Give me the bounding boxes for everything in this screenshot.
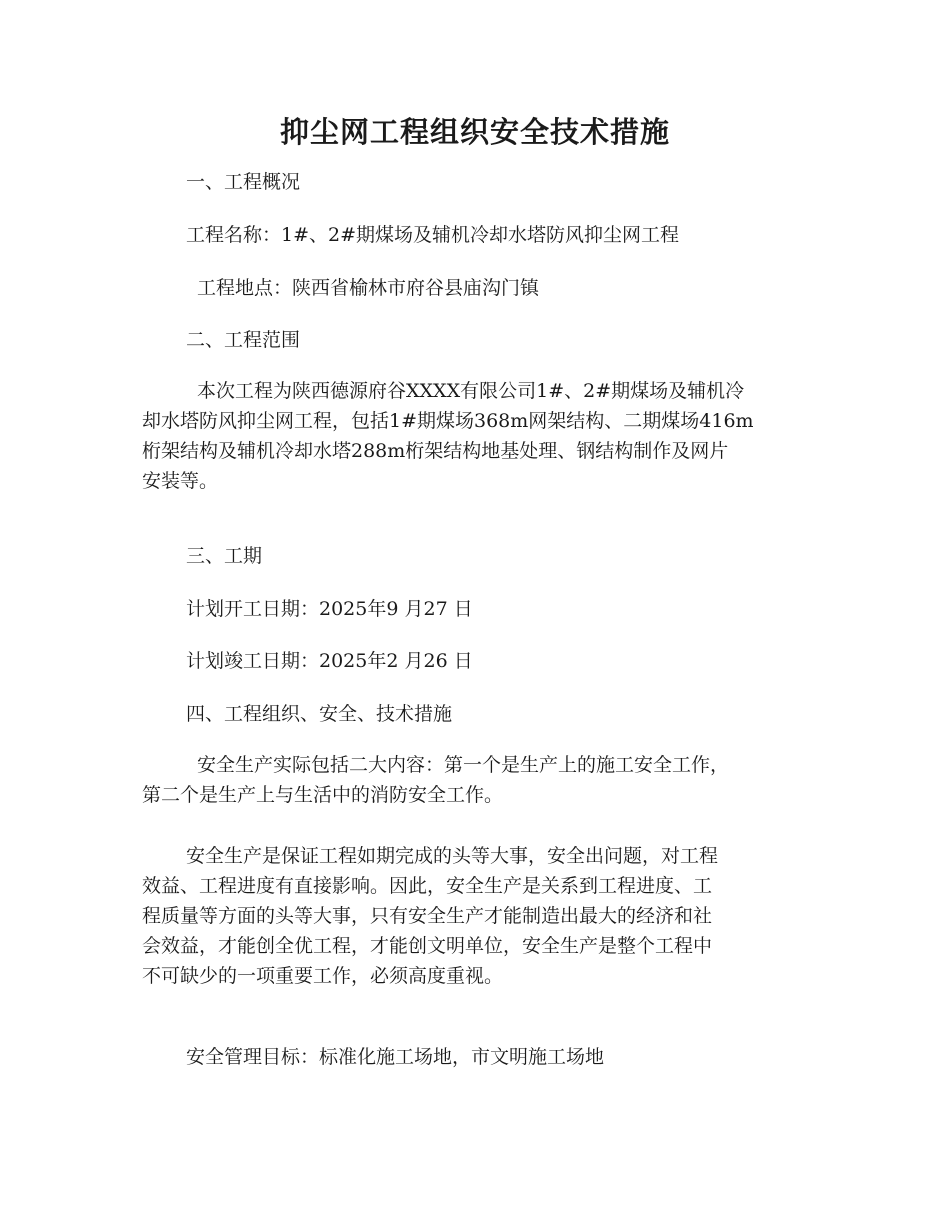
section-heading-schedule: 三、工期 — [186, 545, 263, 567]
scope-line: 本次工程为陕西德源府谷XXXX有限公司1#、2#期煤场及辅机冷 — [197, 380, 745, 402]
safety-goal-line: 安全管理目标：标准化施工场地，市文明施工场地 — [186, 1046, 605, 1068]
project-name-line: 工程名称：1#、2#期煤场及辅机冷却水塔防风抑尘网工程 — [186, 224, 680, 246]
safety-importance-line: 程质量等方面的头等大事，只有安全生产才能制造出最大的经济和社 — [142, 905, 713, 927]
scope-line: 却水塔防风抑尘网工程，包括1#期煤场368m网架结构、二期煤场416m — [142, 410, 754, 432]
safety-importance-line: 效益、工程进度有直接影响。因此，安全生产是关系到工程进度、工 — [142, 875, 713, 897]
safety-content-line: 第二个是生产上与生活中的消防安全工作。 — [142, 784, 504, 806]
project-location-line: 工程地点：陕西省榆林市府谷县庙沟门镇 — [197, 277, 540, 299]
section-heading-scope: 二、工程范围 — [186, 329, 301, 351]
safety-importance-paragraph — [142, 841, 822, 991]
section-heading-overview: 一、工程概况 — [186, 171, 301, 193]
scope-line: 安装等。 — [142, 470, 219, 492]
scope-paragraph — [142, 376, 822, 496]
safety-importance-line: 会效益，才能创全优工程，才能创文明单位，安全生产是整个工程中 — [142, 935, 713, 957]
scope-line: 桁架结构及辅机冷却水塔288m桁架结构地基处理、钢结构制作及网片 — [142, 440, 729, 462]
document-title: 抑尘网工程组织安全技术措施 — [279, 115, 670, 149]
safety-content-paragraph — [142, 750, 822, 810]
safety-importance-line: 不可缺少的一项重要工作，必须高度重视。 — [142, 965, 504, 987]
safety-content-line: 安全生产实际包括二大内容：第一个是生产上的施工安全工作， — [197, 754, 730, 776]
section-heading-measures: 四、工程组织、安全、技术措施 — [186, 703, 453, 725]
planned-start-line: 计划开工日期：2025年9 月27 日 — [186, 598, 473, 620]
planned-end-line: 计划竣工日期：2025年2 月26 日 — [186, 650, 473, 672]
safety-importance-line: 安全生产是保证工程如期完成的头等大事，安全出问题，对工程 — [186, 845, 719, 867]
